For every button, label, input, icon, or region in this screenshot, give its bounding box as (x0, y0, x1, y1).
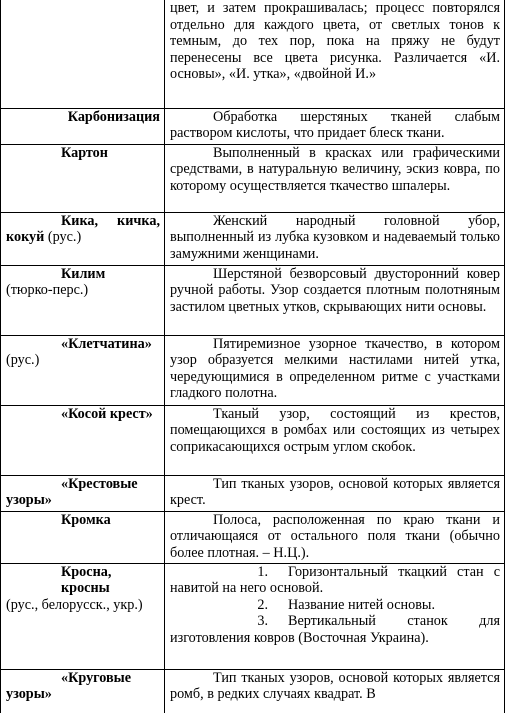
definition-text: Тип тканых узоров, основой которых является крест. (170, 475, 500, 509)
term-cell (1, 405, 165, 475)
definition-text: Полоса, расположенная по краю ткани и отличающаяся от остального поля ткани (обычно более плотная. – Н.Ц.). (170, 511, 500, 561)
definition-text: Женский народный головной убор, выполненный из лубка кузовком и надеваемый только замужними женщинами. (170, 212, 500, 262)
table-row (1, 212, 505, 265)
table-row (1, 144, 505, 212)
list-item: 2. Название нитей основы. (257, 596, 436, 613)
table-row (1, 475, 505, 511)
table-row (1, 265, 505, 335)
term-name: Кромка (61, 511, 111, 528)
term-name: «Косой крест» (61, 405, 153, 422)
definition-cell (165, 144, 505, 212)
definition-text: цвет, и затем прокрашивалась; процесс повторялся отдельно для каждого цвета, от светлых тонов к темным, до тех пор, пока на пряжу не будут перенесены все цвета рисунка. Различается «И. основы», «И. утка», «двойной И.» (170, 0, 500, 83)
table-row (1, 108, 505, 144)
term-name: «Клетчатина» (61, 335, 152, 352)
definition-text: Пятиремизное узорное ткачество, в котором узор образуется мелкими настилами нитей утка, чередующимися в определенном ритме с участками гладкого полотна. (170, 335, 500, 402)
term-name: «Круговые узоры» (6, 669, 132, 703)
term-cell (1, 265, 165, 335)
definition-cell (165, 405, 505, 475)
term-note: (рус.) (6, 352, 40, 369)
list-item: 3. Вертикальный станок для изготовления ковров (Восточная Украина). (170, 613, 500, 646)
term-name: Картон (61, 144, 108, 161)
table-row (1, 563, 505, 669)
term-name: Кросна, кросны (61, 563, 112, 597)
term-cell (1, 335, 165, 405)
definition-cell (165, 265, 505, 335)
term-name: Кика, кичка, кокуй (рус.) (6, 212, 160, 246)
definition-cell (165, 108, 505, 144)
table-row (1, 511, 505, 563)
table-row (1, 0, 505, 108)
term-cell (1, 669, 165, 713)
term-note: (тюрко-перс.) (6, 282, 89, 299)
term-cell (1, 144, 165, 212)
definition-cell (165, 335, 505, 405)
definition-cell (165, 563, 505, 669)
term-name: Карбонизация (67, 108, 160, 125)
definition-cell (165, 212, 505, 265)
term-cell (1, 563, 165, 669)
table-row (1, 669, 505, 713)
definition-text: Шерстяной безворсовый двусторонний ковер ручной работы. Узор создается плотным полотняным застилом цветных утков, скрывающих нити основы. (170, 265, 500, 315)
definition-text: Обработка шерстяных тканей слабым раствором кислоты, что придает блеск ткани. (170, 108, 500, 142)
table-row (1, 335, 505, 405)
definition-cell (165, 669, 505, 713)
definition-text: Тип тканых узоров, основой которых является ромб, в редких случаях квадрат. В (170, 669, 500, 703)
definition-cell (165, 475, 505, 511)
term-note: (рус., белорусск., укр.) (6, 596, 143, 613)
list-item: 1. Горизонтальный ткацкий стан с навитой на него основой. (170, 563, 500, 597)
term-name: Килим (61, 265, 106, 282)
term-cell (1, 108, 165, 144)
definition-text: Выполненный в красках или графическими средствами, в натуральную величину, эскиз ковра, по которому осуществляется ткачество шпалеры. (170, 144, 500, 194)
table-row (1, 405, 505, 475)
term-cell (1, 511, 165, 563)
definition-text: Тканый узор, состоящий из крестов, помещающихся в ромбах или состоящих из четырех соприкасающихся острым углом скобок. (170, 405, 500, 455)
term-cell (1, 212, 165, 265)
definition-cell (165, 0, 505, 108)
definition-cell (165, 511, 505, 563)
term-cell (1, 475, 165, 511)
term-name: «Крестовые узоры» (6, 475, 138, 509)
term-cell (1, 0, 165, 108)
